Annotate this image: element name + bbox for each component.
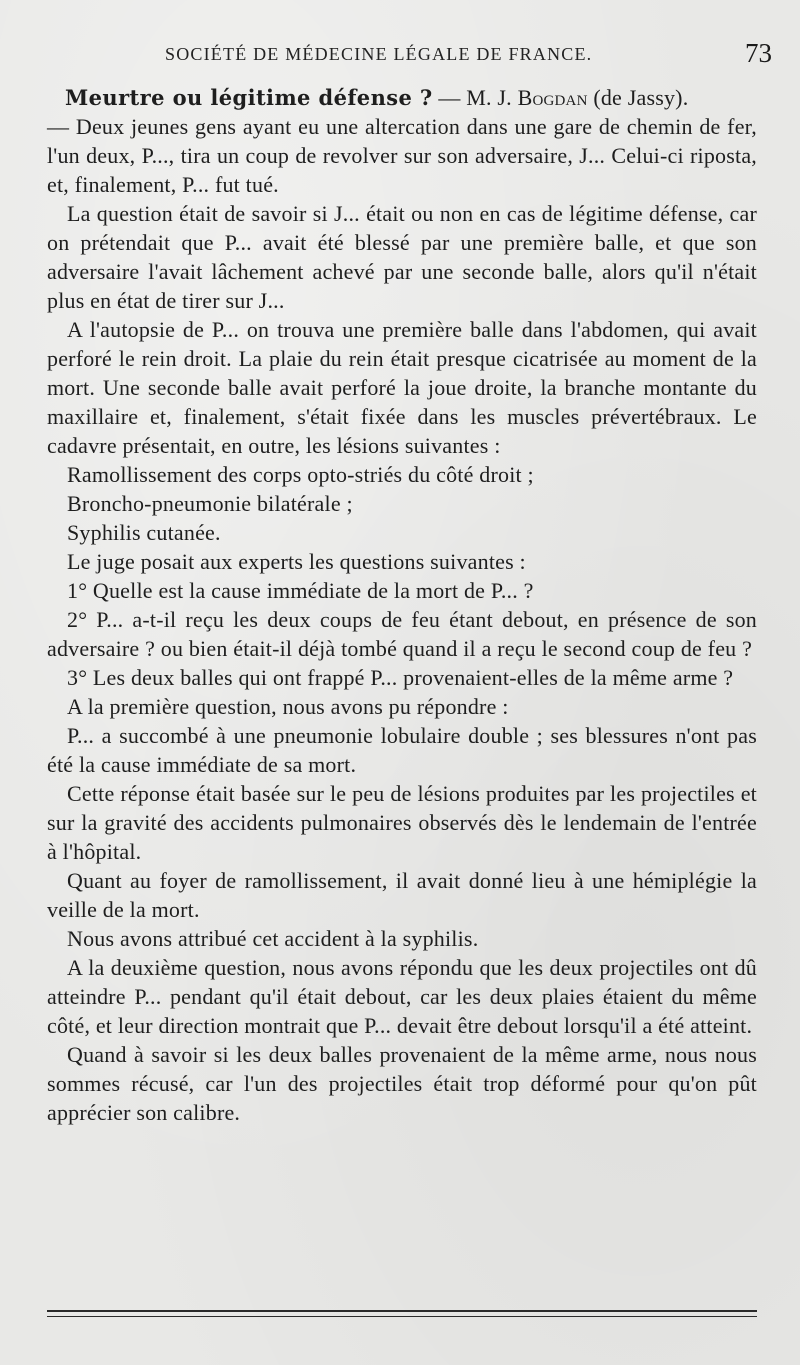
section-rule-thick bbox=[47, 1310, 757, 1312]
page-number: 73 bbox=[745, 38, 772, 68]
section-rule-thin bbox=[47, 1316, 757, 1317]
question-item: 2° P... a-t-il reçu les deux coups de feu étant debout, en présence de son adversaire ? ou bien était-il déjà tombé quand il a reçu le second coup de feu ? bbox=[47, 607, 757, 661]
paragraph: — Deux jeunes gens ayant eu une altercation dans une gare de chemin de fer, l'un deux, P..., tira un coup de revolver sur son adversaire, J... Celui-ci riposta, et, finalement, P... fut tué. bbox=[47, 114, 757, 197]
answer-paragraph: P... a succombé à une pneumonie lobulaire double ; ses blessures n'ont pas été la cause immédiate de sa mort. bbox=[47, 723, 757, 777]
title-dash: — bbox=[432, 85, 467, 110]
author-place: (de Jassy). bbox=[587, 85, 689, 110]
author-name: Bogdan bbox=[517, 85, 588, 110]
lesion-list-item: Ramollissement des corps opto-striés du côté droit ; bbox=[67, 462, 534, 487]
article-title: Meurtre ou légitime défense ? bbox=[65, 85, 433, 110]
paragraph: Nous avons attribué cet accident à la syphilis. bbox=[67, 926, 479, 951]
running-title: SOCIÉTÉ DE MÉDECINE LÉGALE DE FRANCE. bbox=[165, 44, 593, 64]
paragraph: La question était de savoir si J... était ou non en cas de légitime défense, car on prétendait que P... avait été blessé par une première balle, et que son adversaire l'avait lâchement achevé par une seconde balle, alors qu'il n'était plus en état de tirer sur J... bbox=[47, 201, 757, 313]
paragraph: Cette réponse était basée sur le peu de lésions produites par les projectiles et sur la gravité des accidents pulmonaires observés dès le lendemain de l'entrée à l'hôpital. bbox=[47, 781, 757, 864]
paragraph: Quand à savoir si les deux balles provenaient de la même arme, nous nous sommes récusé, car l'un des projectiles était trop déformé pour qu'on pût apprécier son calibre. bbox=[47, 1042, 757, 1125]
paragraph: A l'autopsie de P... on trouva une première balle dans l'abdomen, qui avait perforé le rein droit. La plaie du rein était presque cicatrisée au moment de la mort. Une seconde balle avait perforé la joue droite, la branche montante du maxillaire et, finalement, s'était fixée dans les muscles prévertébraux. Le cadavre présentait, en outre, les lésions suivantes : bbox=[47, 317, 757, 458]
paragraph: Quant au foyer de ramollissement, il avait donné lieu à une hémiplégie la veille de la mort. bbox=[47, 868, 757, 922]
paragraph: A la première question, nous avons pu répondre : bbox=[67, 694, 509, 719]
article-body bbox=[47, 83, 757, 1127]
paragraph: A la deuxième question, nous avons répondu que les deux projectiles ont dû atteindre P... pendant qu'il était debout, car les deux plaies étaient du même côté, et leur direction montrait que P... devait être debout lorsqu'il a été atteint. bbox=[47, 955, 757, 1038]
question-item: 3° Les deux balles qui ont frappé P... provenaient-elles de la même arme ? bbox=[67, 665, 734, 690]
paragraph: Le juge posait aux experts les questions suivantes : bbox=[67, 549, 526, 574]
lesion-list-item: Syphilis cutanée. bbox=[67, 520, 221, 545]
question-item: 1° Quelle est la cause immédiate de la mort de P... ? bbox=[67, 578, 534, 603]
running-head bbox=[0, 38, 800, 68]
author-initial: M. J. bbox=[466, 85, 518, 110]
article-heading-paragraph bbox=[47, 83, 757, 112]
lesion-list-item: Broncho-pneumonie bilatérale ; bbox=[67, 491, 353, 516]
